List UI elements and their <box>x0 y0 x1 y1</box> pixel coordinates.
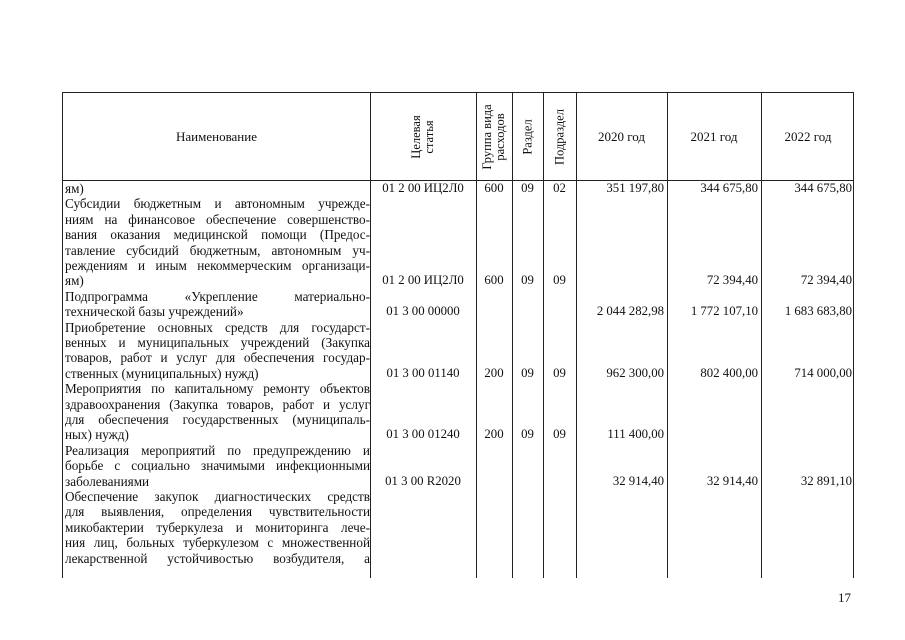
name-line: ственных (муниципальных) нужд) <box>65 365 259 381</box>
value-2021-cell: 802 400,00 <box>700 365 758 380</box>
target-cell: 01 3 00 01240 <box>386 427 460 442</box>
value-2020-cell: 2 044 282,98 <box>596 304 664 319</box>
name-line: Реализация мероприятий по предупреждению и <box>65 442 370 458</box>
header-2020-label: 2020 год <box>598 128 645 144</box>
target-cell: 01 2 00 ИЦ2Л0 <box>382 273 464 288</box>
name-line: ям) <box>65 273 84 289</box>
value-2022-cell: 1 683 683,80 <box>784 304 852 319</box>
section-cell: 09 <box>521 181 534 195</box>
value-2022-cell: 72 394,40 <box>800 273 852 288</box>
target-cell: 01 3 00 R2020 <box>385 473 461 488</box>
target-cell: 01 2 00 ИЦ2Л0 <box>382 181 464 195</box>
name-line: ниям на финансовое обеспечение совершенство- <box>65 211 370 227</box>
header-2021-label: 2021 год <box>690 128 738 144</box>
budget-table <box>62 92 854 578</box>
value-2020-cell: 962 300,00 <box>606 365 664 380</box>
name-line: тавление субсидий бюджетным, автономным уч- <box>65 242 370 258</box>
name-line: микобактерии туберкулеза и мониторинга лече- <box>65 519 370 535</box>
header-target-label: Целевая статья <box>409 114 436 159</box>
value-2022-cell: 32 891,10 <box>800 473 852 488</box>
group-cell: 200 <box>484 427 504 442</box>
subsection-cell: 09 <box>553 427 566 442</box>
header-2022-label: 2022 год <box>784 128 832 144</box>
name-line: для выявления, определения чувствительности <box>65 504 370 520</box>
target-cell: 01 3 00 00000 <box>386 304 460 319</box>
header-group-label: Группа вида расходов <box>480 103 507 170</box>
header-subsection <box>543 93 576 180</box>
group-cell: 600 <box>484 273 504 288</box>
header-2020 <box>576 93 667 180</box>
header-2021 <box>667 93 761 180</box>
name-line: Мероприятия по капитальному ремонту объектов <box>65 381 370 397</box>
header-name <box>63 93 370 180</box>
name-line: ям) <box>65 181 84 196</box>
value-2021-cell: 72 394,40 <box>706 273 758 288</box>
value-2020-cell: 111 400,00 <box>607 427 664 442</box>
subsection-cell: 02 <box>553 181 566 195</box>
name-line: заболеваниями <box>65 473 150 489</box>
name-line: Обеспечение закупок диагностических средств <box>65 489 370 504</box>
header-section-label: Раздел <box>520 118 534 155</box>
name-line: лекарственной устойчивостью возбудителя, а <box>65 550 370 566</box>
target-cell: 01 3 00 01140 <box>386 365 460 380</box>
section-cell: 09 <box>521 273 534 288</box>
value-2022-cell: 714 000,00 <box>794 365 852 380</box>
name-line: реждениям и иным некоммерческим организаци- <box>65 258 370 273</box>
section-cell: 09 <box>521 365 534 380</box>
value-2021-cell: 32 914,40 <box>706 473 758 488</box>
subsection-cell: 09 <box>553 365 566 380</box>
value-2020-cell: 32 914,40 <box>612 473 664 488</box>
name-line: борьбе с социально значимыми инфекционными <box>65 458 370 474</box>
header-subsection-label: Подраздел <box>552 108 566 165</box>
header-2022 <box>761 93 855 180</box>
name-line: вания оказания медицинской помощи (Предос- <box>65 227 370 243</box>
name-line: Подпрограмма «Укрепление материально- <box>65 288 370 304</box>
value-2021-cell: 1 772 107,10 <box>690 304 758 319</box>
header-target <box>370 93 476 180</box>
group-cell: 200 <box>484 365 504 380</box>
name-line: Приобретение основных средств для государст- <box>65 319 370 335</box>
subsection-cell: 09 <box>553 273 566 288</box>
name-line: товаров, работ и услуг для обеспечения государ- <box>65 350 370 366</box>
section-cell: 09 <box>521 427 534 442</box>
name-line: здравоохранения (Закупка товаров, работ и услуг <box>65 396 370 412</box>
page-number: 17 <box>838 590 851 605</box>
name-line: технической базы учреждений» <box>65 304 244 320</box>
name-line: Субсидии бюджетным и автономным учрежде- <box>65 196 370 212</box>
header-group <box>476 93 512 180</box>
name-line: венных и муниципальных учреждений (Закупка <box>65 335 370 350</box>
name-line: для обеспечения государственных (муниципаль- <box>65 412 370 427</box>
group-cell: 600 <box>484 181 504 195</box>
header-section <box>512 93 543 180</box>
name-line: ных) нужд) <box>65 427 129 443</box>
value-2021-cell: 344 675,80 <box>700 181 758 195</box>
name-line: ния лиц, больных туберкулезом с множественной <box>65 535 370 551</box>
header-name-label: Наименование <box>176 128 257 144</box>
value-2020-cell: 351 197,80 <box>606 181 664 195</box>
value-2022-cell: 344 675,80 <box>794 181 852 195</box>
